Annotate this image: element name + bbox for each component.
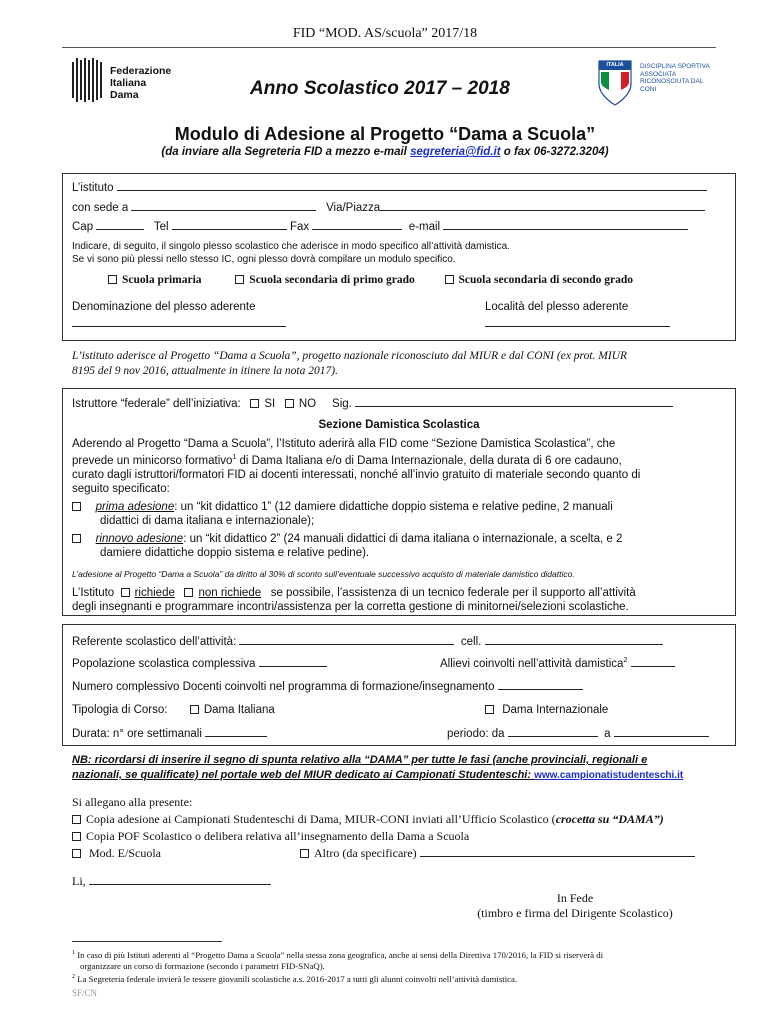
- nb-note: NB: ricordarsi di inserire il segno di spunta relativo alla “DAMA” per tutte le fasi (anche provinciali, regionali e nazionali, se qualificate) nel portale web del MIUR dedicato ai Campionati Studenteschi: www.campionatistudenteschi.it: [72, 754, 684, 781]
- denominazione-field[interactable]: [72, 317, 286, 327]
- sezione-heading: Sezione Damistica Scolastica: [318, 419, 480, 431]
- altro-field[interactable]: [420, 847, 695, 857]
- allegato-altro[interactable]: Altro (da specificare): [300, 845, 695, 862]
- allegati-section: Si allegano alla presente: Copia adesione ai Campionati Studenteschi di Dama, MIUR-CONI inviati all’Ufficio Scolastico (crocetta su “DAMA”) Copia POF Scolastico o delibera relativa all’insegnamento della Dama a Scuola Mod. E/Scuola Altro (da specificare): [72, 794, 732, 862]
- option-dama-italiana[interactable]: Dama Italiana: [190, 704, 275, 716]
- checkbox-si[interactable]: [250, 399, 259, 408]
- option-non-richiede[interactable]: non richiede: [184, 587, 261, 599]
- referente-field[interactable]: [239, 635, 454, 645]
- checkbox-altro[interactable]: [300, 849, 309, 858]
- option-primaria[interactable]: Scuola primaria: [108, 274, 202, 286]
- checkbox-richiede[interactable]: [121, 588, 130, 597]
- popolazione-field[interactable]: [259, 657, 327, 667]
- fid-logo-text: Federazione Italiana Dama: [110, 65, 172, 101]
- form-title: Modulo di Adesione al Progetto “Dama a Scuola”: [174, 124, 596, 144]
- document-signature: SF/CN: [72, 988, 98, 998]
- allievi-field[interactable]: [631, 657, 675, 667]
- docenti-row: Numero complessivo Docenti coinvolti nel programma di formazione/insegnamento: [72, 680, 583, 693]
- checkbox-non-richiede[interactable]: [184, 588, 193, 597]
- checkbox-rinnovo-adesione[interactable]: [72, 534, 81, 543]
- periodo-a-field[interactable]: [614, 727, 709, 737]
- coni-badge: ITALIA: [606, 62, 624, 68]
- assistenza-row: L’Istituto richiede non richiede se possibile, l’assistenza di un tecnico federale per il supporto all’attività degli insegnanti e programmare incontri/assistenza per la corretta gestione di minitornei/selezioni scolastiche.: [72, 587, 636, 613]
- checkbox-dama-italiana[interactable]: [190, 705, 199, 714]
- tel-field[interactable]: [172, 220, 287, 230]
- option-prima-adesione[interactable]: prima adesione: un “kit didattico 1” (12 damiere didattiche doppio sistema e relative pedine, 2 manuali didattici di dama italiana e internazionale);: [72, 500, 732, 528]
- email-field[interactable]: [443, 220, 688, 230]
- footnotes: $^1$ In caso di più Istituti aderenti al “Progetto Dama a Scuola” nella stessa zona geografica, anche ai sensi della Direttiva 170/2016, la FID si riserverà di organizzare un corso di formazione (secondo i parametri FID-SNaQ). $^2$ La Segreteria federale invierà le tessere giovanili scolastiche a.s. 2016-2017 a tutti gli alunni coinvolti nell’attività damistica.: [72, 949, 604, 984]
- luogo-data-field[interactable]: [89, 875, 271, 885]
- option-dama-internazionale[interactable]: Dama Internazionale: [485, 704, 608, 716]
- checkbox-allegato-pof[interactable]: [72, 832, 81, 841]
- option-no[interactable]: NO: [285, 398, 316, 410]
- fid-logo: [72, 58, 106, 105]
- allegato-mod-e[interactable]: Mod. E/Scuola: [72, 846, 161, 860]
- istituto-row: L’istituto: [72, 181, 707, 194]
- campionati-link[interactable]: www.campionatistudenteschi.it: [534, 770, 684, 781]
- checkbox-primo-grado[interactable]: [235, 275, 244, 284]
- allievi-row: Allievi coinvolti nell’attività damistica$^2$: [440, 657, 675, 670]
- durata-row: Durata: n° ore settimanali: [72, 727, 267, 740]
- via-field[interactable]: [380, 201, 705, 211]
- istruttore-row: Istruttore “federale” dell’iniziativa: SI NO Sig.: [72, 397, 673, 410]
- fax-field[interactable]: [312, 220, 402, 230]
- email-link[interactable]: segreteria@fid.it: [410, 146, 501, 158]
- popolazione-row: Popolazione scolastica complessiva: [72, 657, 327, 670]
- cell-field[interactable]: [485, 635, 663, 645]
- periodo-row: periodo: da a: [447, 727, 709, 740]
- coni-text: DISCIPLINA SPORTIVA ASSOCIATA RICONOSCIUTA DAL CONI: [640, 63, 710, 93]
- option-rinnovo-adesione[interactable]: rinnovo adesione: un “kit didattico 2” (24 manuali didattici di dama italiana o internazionale, a scelta, e 2 damiere didattiche doppio sistema e relative pedine).: [72, 532, 732, 560]
- sede-row: con sede a Via/Piazza: [72, 201, 705, 214]
- docenti-field[interactable]: [498, 680, 583, 690]
- ore-field[interactable]: [205, 727, 267, 737]
- contact-row: Cap Tel Fax e-mail: [72, 220, 688, 233]
- project-note: L’istituto aderisce al Progetto “Dama a Scuola”, progetto nazionale riconosciuto dal MIUR e dal CONI (ex prot. MIUR 8195 del 9 nov 2016, attualmente in itinere la nota 2017).: [72, 350, 628, 377]
- document-header: FID “MOD. AS/scuola” 2017/18: [292, 26, 478, 41]
- form-subtitle: (da inviare alla Segreteria FID a mezzo e-mail segreteria@fid.it o fax 06-3272.3204): [161, 146, 609, 158]
- checkbox-prima-adesione[interactable]: [72, 502, 81, 511]
- header-divider: [62, 47, 716, 48]
- allegato-adesione[interactable]: Copia adesione ai Campionati Studenteschi di Dama, MIUR-CONI inviati all’Ufficio Scolastico (crocetta su “DAMA”): [72, 811, 732, 828]
- tipologia-row: Tipologia di Corso: Dama Italiana: [72, 704, 275, 716]
- checkbox-secondo-grado[interactable]: [445, 275, 454, 284]
- checkbox-dama-internazionale[interactable]: [485, 705, 494, 714]
- cap-field[interactable]: [96, 220, 144, 230]
- referente-row: Referente scolastico dell’attività: cell.: [72, 635, 663, 648]
- checkbox-no[interactable]: [285, 399, 294, 408]
- sezione-paragraph: Aderendo al Progetto “Dama a Scuola”, l’Istituto aderirà alla FID come “Sezione Damistica Scolastica”, che prevede un minicorso formativo$^1$ di Dama Italiana e/o di Dama Internazionale, della durata di 6 ore cadauno, curato dagli istruttori/formatori FID ai docenti interessati, nonché all’invio gratuito di materiale secondo quanto di seguito specificato:: [72, 438, 641, 495]
- year-title: Anno Scolastico 2017 – 2018: [250, 78, 510, 99]
- sede-field[interactable]: [131, 201, 316, 211]
- allegato-pof[interactable]: Copia POF Scolastico o delibera relativa all’insegnamento della Dama a Scuola: [72, 828, 732, 845]
- checkbox-mod-e[interactable]: [72, 849, 81, 858]
- option-primo-grado[interactable]: Scuola secondaria di primo grado: [235, 274, 414, 286]
- istituto-field[interactable]: [117, 181, 707, 191]
- localita-field[interactable]: [485, 317, 670, 327]
- option-richiede[interactable]: richiede: [121, 587, 175, 599]
- luogo-data-row: Li,: [72, 874, 271, 889]
- denominazione-label: Denominazione del plesso aderente: [72, 301, 256, 313]
- option-si[interactable]: SI: [250, 398, 275, 410]
- footnote-divider: [72, 941, 222, 942]
- option-secondo-grado[interactable]: Scuola secondaria di secondo grado: [445, 274, 633, 286]
- localita-label: Località del plesso aderente: [485, 301, 629, 313]
- school-type-options: [108, 274, 633, 286]
- sig-field[interactable]: [355, 397, 673, 407]
- checkbox-primaria[interactable]: [108, 275, 117, 284]
- firma-block: In Fede (timbro e firma del Dirigente Scolastico): [477, 891, 673, 920]
- sconto-note: L’adesione al Progetto “Dama a Scuola” da diritto al 30% di sconto sull’eventuale successivo acquisto di materiale damistico didattico.: [72, 569, 575, 579]
- periodo-da-field[interactable]: [508, 727, 598, 737]
- checkbox-allegato-adesione[interactable]: [72, 815, 81, 824]
- plesso-note: Indicare, di seguito, il singolo plesso scolastico che aderisce in modo specifico all’attività damistica. Se vi sono più plessi nello stesso IC, ogni plesso dovrà compilare un modulo specifico.: [72, 241, 510, 265]
